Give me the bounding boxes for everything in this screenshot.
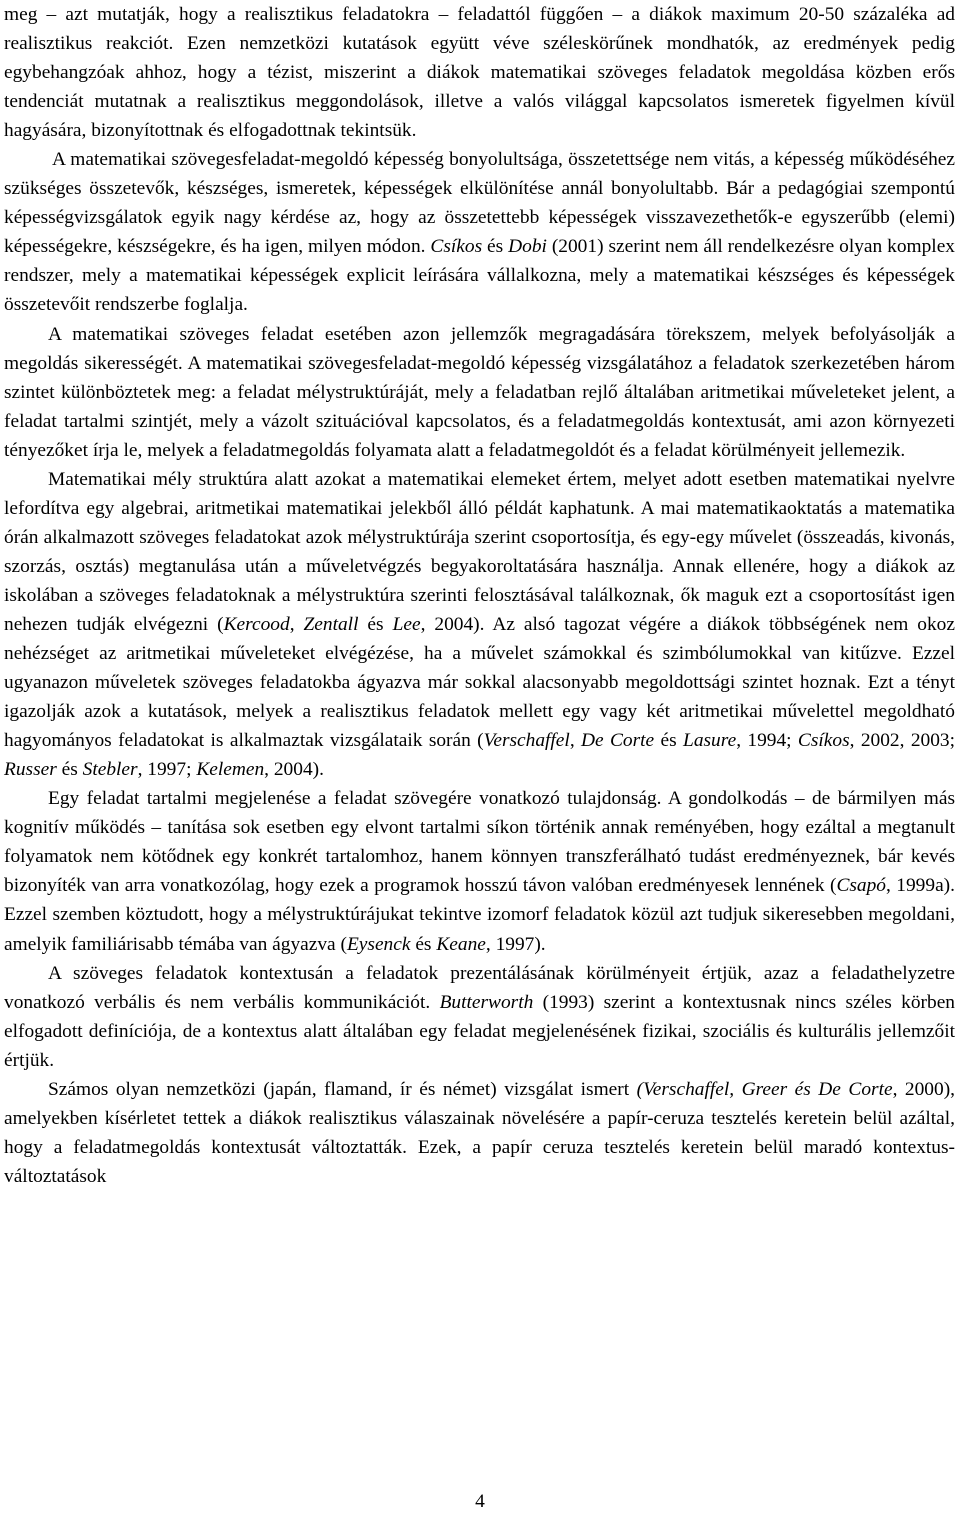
text-run: és xyxy=(56,759,83,781)
text-run: Matematikai mély struktúra alatt azokat a matematikai elemeket értem, melyet adott esetben matematikai nyelvre lefordítva egy algebrai, aritmetikai matematikai jelekből álló példát kaphatunk. A mai matematikaoktatás a matematika órán alkalmazott szöveges feladatokat azok mélystruktúrája szerint csoportosítja, és egy-egy művelet (összeadás, kivonás, szorzás, osztás) megtanulása után a műveletvégzés begyakoroltatására használja. Annak ellenére, hogy a diákok az iskolában a szöveges feladatoknak a mélystruktúra szerinti felosztásával találkoznak, ők maguk ezt a csoportosítást igen nehezen tudják elvégezni ( xyxy=(4,468,955,635)
text-run: (2001) szerint nem áll rendelkezésre olyan komplex rendszer, mely a matematikai képességek explicit leírására vállalkozna, mely a matematikai készséges és képességek összetevőit rendszerbe foglalja. xyxy=(4,236,955,316)
citation-text: (Verschaffel, Greer és De Corte xyxy=(636,1078,893,1100)
text-run: és xyxy=(654,730,684,752)
text-run: A matematikai szöveges feladat esetében azon jellemzők megragadására törekszem, melyek befolyásolják a megoldás sikerességét. A matematikai szövegesfeladat-megoldó képesség vizsgálatához a feladatok szerkezetében három szintet különböztetek meg: a feladat mélystruktúráját, mely a feladatban rejlő általában aritmetikai műveleteket jelent, a feladat tartalmi szintjét, mely a vázolt szituációval kapcsolatos, és a feladatmegoldás kontextusát, ami azon környezeti tényezőket írja le, melyek a feladatmegoldás folyamata alatt a feladatmegoldót és a feladat körülményeit jellemezik. xyxy=(4,323,955,461)
text-run: A matematikai szövegesfeladat-megoldó képesség bonyolultsága, összetettsége nem vitás, a képesség működéséhez szükséges összetevők, készséges, ismeretek, képességek elkülönítése annál bonyolultabb. Bár a pedagógiai szempontú képességvizsgálatok egyik nagy kérdése az, hogy az összetettebb képességek visszavezethetők-e egyszerűbb (elemi) képességekre, készségekre, és ha igen, milyen módon. xyxy=(4,149,955,258)
text-run: (1993) szerint a kontextusnak nincs széles körben elfogadott definíciója, de a kontextus alatt általában egy feladat megjelenésének fizikai, szociális és kulturális jellemzőit értjük. xyxy=(4,991,956,1071)
paragraph-5 xyxy=(4,784,955,958)
text-run: és xyxy=(358,613,393,635)
text-run: , 1994; xyxy=(736,730,798,752)
citation-text: Csíkos xyxy=(430,236,483,258)
text-run: , 2002, 2003; xyxy=(849,730,955,752)
paragraph-1 xyxy=(4,0,955,145)
text-run: , 1997; xyxy=(137,759,197,781)
text-run: és xyxy=(410,933,437,955)
citation-text: Kercood xyxy=(223,613,290,635)
citation-text: Butterworth xyxy=(439,991,534,1013)
paragraph-7 xyxy=(4,1075,955,1191)
citation-text: Keane xyxy=(436,933,486,955)
paragraph-4 xyxy=(4,465,955,785)
text-run: , xyxy=(569,730,582,752)
paragraph-2 xyxy=(4,145,955,319)
text-run: meg – azt mutatják, hogy a realisztikus feladatokra – feladattól függően – a diákok maximum 20-50 százaléka ad realisztikus reakciót. Ezen nemzetközi kutatások együtt véve széleskörűnek mondhatók, az eredmények pedig egybehangzóak ahhoz, hogy a tézist, miszerint a diákok matematikai szöveges feladatok megoldása közben erős tendenciát mutatnak a realisztikus meggondolások, illetve a valós világgal kapcsolatos ismeretek figyelmen kívül hagyására, bizonyítottnak és elfogadottnak tekintsük. xyxy=(4,4,955,142)
paragraph-6 xyxy=(4,959,955,1075)
page-number: 4 xyxy=(475,1491,485,1512)
text-run: , 1997). xyxy=(485,933,546,955)
text-run: Egy feladat tartalmi megjelenése a feladat szövegére vonatkozó tulajdonság. A gondolkodás – de bármilyen más kognitív működés – tanítása sok esetben egy elvont tartalmi síkon történik annak reményében, hogy ezáltal a megtanult folyamatok nem kötődnek egy konkrét tartalomhoz, hanem könnyen transzferálható tudást eredményeznek, bár kevés bizonyíték van arra vonatkozólag, hogy ezek a programok hosszú távon valóban eredményesek lennének ( xyxy=(4,788,955,897)
citation-text: Csíkos xyxy=(797,730,850,752)
text-run: A szöveges feladatok kontextusán a feladatok prezentálásának körülményeit értjük, azaz a feladathelyzetre vonatkozó verbális és nem verbális kommunikációt. xyxy=(4,962,955,1013)
citation-text: De Corte xyxy=(581,730,655,752)
text-run: Számos olyan nemzetközi (japán, flamand, ír és német) vizsgálat ismert xyxy=(48,1078,637,1100)
document-page xyxy=(4,0,955,1191)
citation-text: Eysenck xyxy=(346,933,411,955)
text-run: és xyxy=(482,236,509,258)
text-run: , 1999a). Ezzel szemben köztudott, hogy a mélystruktúrájukat tekintve izomorf feladatok közül azt tudjuk sikeresebben megoldani, amelyik familiárisabb témába van ágyazva ( xyxy=(4,875,955,955)
citation-text: Russer xyxy=(4,759,57,781)
citation-text: Dobi xyxy=(508,236,547,258)
citation-text: Verschaffel xyxy=(483,730,570,752)
citation-text: Stebler xyxy=(82,759,138,781)
paragraph-3 xyxy=(4,320,955,465)
text-run: , 2004). xyxy=(264,759,324,781)
text-run: , 2000), amelyekben kísérletet tettek a diákok realisztikus válaszainak növelésére a papír-ceruza tesztelés keretein belül azáltal, hogy a feladatmegoldás kontextusát változtatták. Ezek, a papír ceruza tesztelés keretein belül maradó kontextus-változtatások xyxy=(4,1078,956,1187)
citation-text: Csapó xyxy=(836,875,887,897)
citation-text: Lasure xyxy=(683,730,737,752)
text-run: , 2004). Az alsó tagozat végére a diákok többségének nem okoz nehézséget az aritmetikai műveleteket elvégézése, ha a művelet számokkal és szimbólumokkal van kitűzve. Ezzel ugyanazon műveletek szöveges feladatokba ágyazva már sokkal alacsonyabb megoldottsági szintet hoznak. Ezt a tényt igazolják azok a kutatások, melyek a realisztikus feladatok mellett egy vagy két aritmetikai művelettel megoldható hagyományos feladatokat is alkalmaztak vizsgálataik során ( xyxy=(4,613,955,752)
citation-text: Kelemen xyxy=(196,759,265,781)
citation-text: Zentall xyxy=(303,613,359,635)
citation-text: Lee xyxy=(392,613,421,635)
text-run: , xyxy=(289,613,304,635)
